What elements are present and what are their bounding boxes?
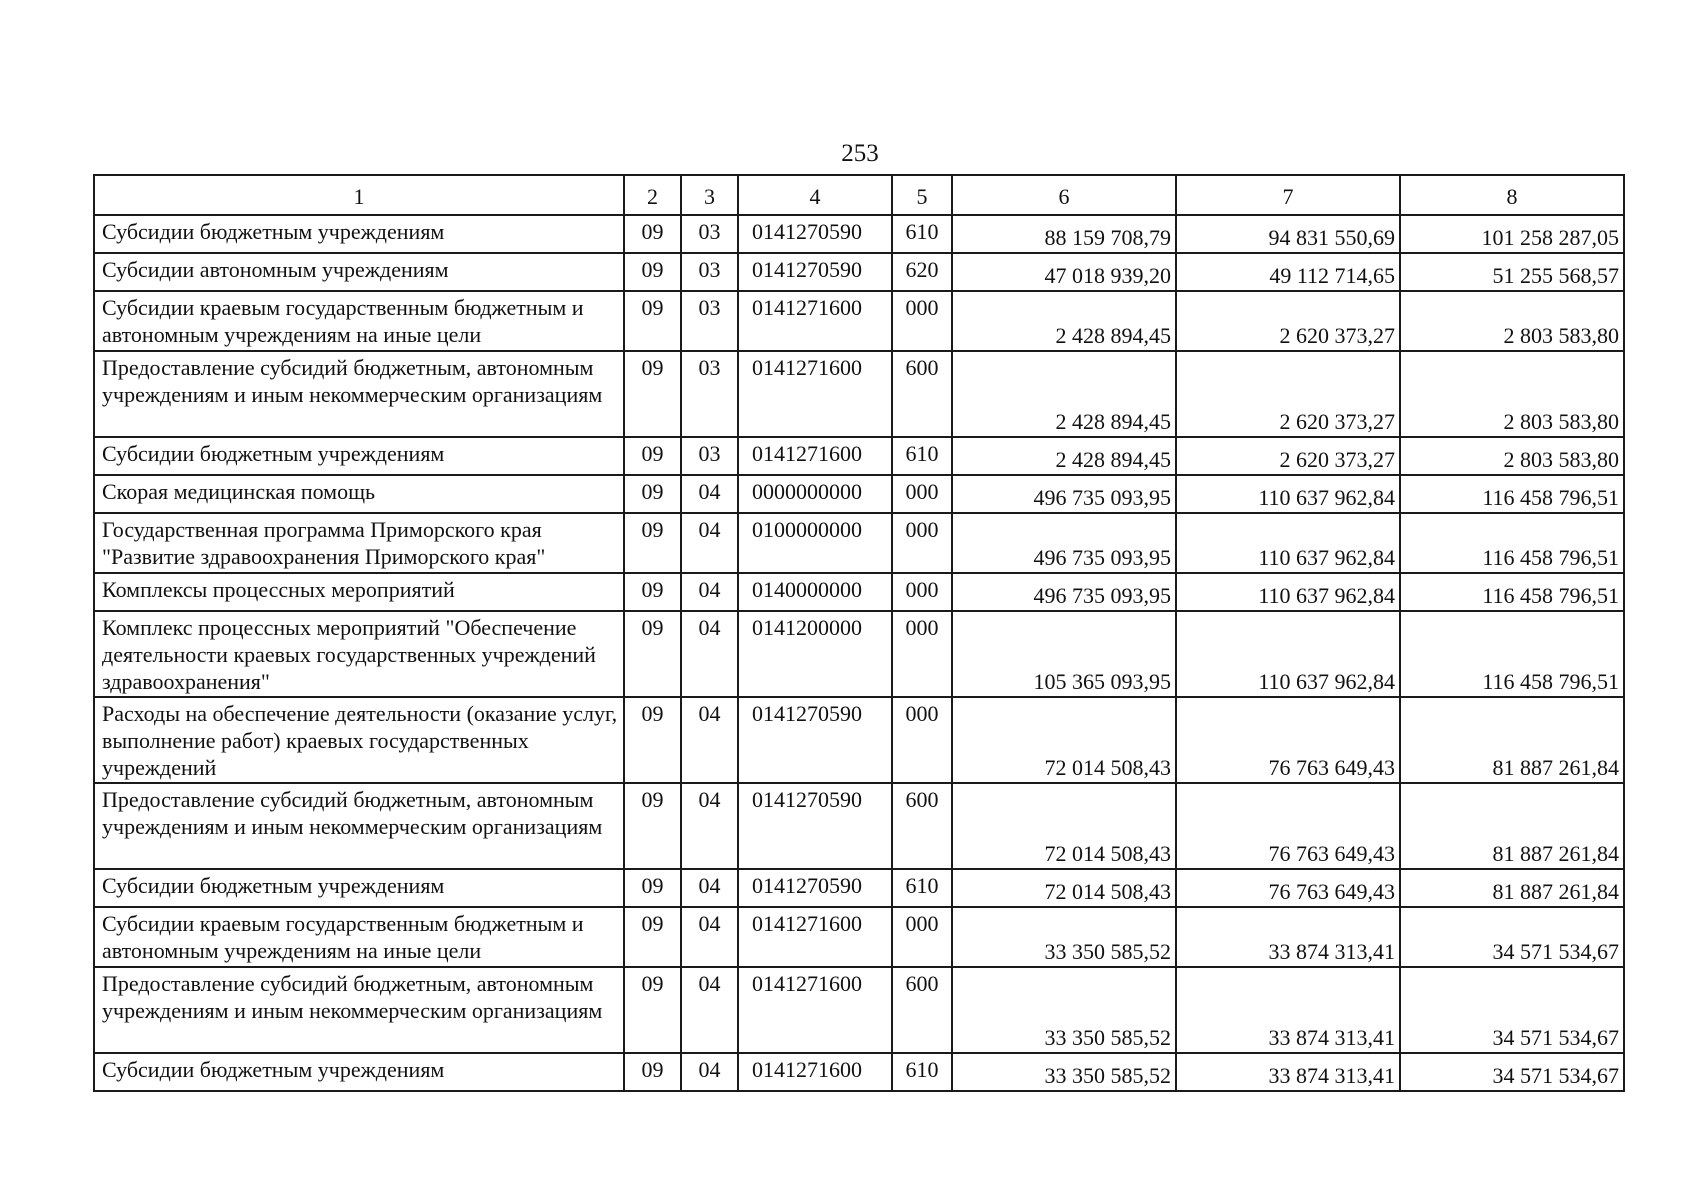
target-article-cell: 0141270590 bbox=[738, 215, 892, 253]
section-code-cell: 09 bbox=[624, 437, 681, 475]
section-code-cell: 09 bbox=[624, 573, 681, 611]
subsection-code-cell: 04 bbox=[681, 475, 738, 513]
amount-col-7-cell: 76 763 649,43 bbox=[1176, 697, 1400, 783]
expense-type-cell: 610 bbox=[892, 437, 952, 475]
subsection-code-cell: 03 bbox=[681, 437, 738, 475]
target-article-cell: 0141270590 bbox=[738, 869, 892, 907]
section-code-cell: 09 bbox=[624, 783, 681, 869]
amount-col-6-cell: 2 428 894,45 bbox=[952, 437, 1176, 475]
column-header: 3 bbox=[681, 175, 738, 215]
row-name-cell: Скорая медицинская помощь bbox=[94, 475, 624, 513]
row-name-cell: Предоставление субсидий бюджетным, автономным учреждениям и иным некоммерческим организациям bbox=[94, 351, 624, 437]
amount-col-8-cell: 81 887 261,84 bbox=[1400, 869, 1624, 907]
table-row bbox=[94, 291, 1624, 351]
table-row bbox=[94, 1053, 1624, 1091]
section-code-cell: 09 bbox=[624, 253, 681, 291]
target-article-cell: 0141271600 bbox=[738, 907, 892, 967]
subsection-code-cell: 03 bbox=[681, 253, 738, 291]
amount-col-8-cell: 51 255 568,57 bbox=[1400, 253, 1624, 291]
column-header: 5 bbox=[892, 175, 952, 215]
column-header: 8 bbox=[1400, 175, 1624, 215]
table-row bbox=[94, 513, 1624, 573]
row-name-cell: Субсидии краевым государственным бюджетным и автономным учреждениям на иные цели bbox=[94, 291, 624, 351]
amount-col-8-cell: 2 803 583,80 bbox=[1400, 351, 1624, 437]
amount-col-7-cell: 110 637 962,84 bbox=[1176, 475, 1400, 513]
section-code-cell: 09 bbox=[624, 215, 681, 253]
expense-type-cell: 000 bbox=[892, 907, 952, 967]
amount-col-6-cell: 33 350 585,52 bbox=[952, 1053, 1176, 1091]
row-name-cell: Государственная программа Приморского края "Развитие здравоохранения Приморского края" bbox=[94, 513, 624, 573]
table-row bbox=[94, 611, 1624, 697]
target-article-cell: 0100000000 bbox=[738, 513, 892, 573]
table-row bbox=[94, 215, 1624, 253]
amount-col-8-cell: 34 571 534,67 bbox=[1400, 907, 1624, 967]
subsection-code-cell: 04 bbox=[681, 1053, 738, 1091]
target-article-cell: 0141200000 bbox=[738, 611, 892, 697]
target-article-cell: 0141271600 bbox=[738, 291, 892, 351]
amount-col-7-cell: 110 637 962,84 bbox=[1176, 513, 1400, 573]
subsection-code-cell: 04 bbox=[681, 513, 738, 573]
table-row bbox=[94, 437, 1624, 475]
amount-col-8-cell: 116 458 796,51 bbox=[1400, 475, 1624, 513]
target-article-cell: 0141271600 bbox=[738, 1053, 892, 1091]
expense-type-cell: 600 bbox=[892, 351, 952, 437]
section-code-cell: 09 bbox=[624, 697, 681, 783]
amount-col-7-cell: 2 620 373,27 bbox=[1176, 351, 1400, 437]
target-article-cell: 0141271600 bbox=[738, 351, 892, 437]
subsection-code-cell: 04 bbox=[681, 907, 738, 967]
amount-col-6-cell: 72 014 508,43 bbox=[952, 869, 1176, 907]
target-article-cell: 0000000000 bbox=[738, 475, 892, 513]
target-article-cell: 0140000000 bbox=[738, 573, 892, 611]
target-article-cell: 0141270590 bbox=[738, 253, 892, 291]
row-name-cell: Комплекс процессных мероприятий "Обеспечение деятельности краевых государственных учреждений здравоохранения" bbox=[94, 611, 624, 697]
amount-col-8-cell: 34 571 534,67 bbox=[1400, 967, 1624, 1053]
row-name-cell: Комплексы процессных мероприятий bbox=[94, 573, 624, 611]
column-header: 6 bbox=[952, 175, 1176, 215]
budget-table bbox=[93, 174, 1625, 1092]
table-row bbox=[94, 907, 1624, 967]
amount-col-8-cell: 116 458 796,51 bbox=[1400, 513, 1624, 573]
section-code-cell: 09 bbox=[624, 967, 681, 1053]
target-article-cell: 0141270590 bbox=[738, 697, 892, 783]
amount-col-7-cell: 94 831 550,69 bbox=[1176, 215, 1400, 253]
amount-col-8-cell: 101 258 287,05 bbox=[1400, 215, 1624, 253]
column-header: 4 bbox=[738, 175, 892, 215]
row-name-cell: Предоставление субсидий бюджетным, автономным учреждениям и иным некоммерческим организациям bbox=[94, 967, 624, 1053]
target-article-cell: 0141270590 bbox=[738, 783, 892, 869]
table-header-row bbox=[94, 175, 1624, 215]
subsection-code-cell: 04 bbox=[681, 783, 738, 869]
subsection-code-cell: 04 bbox=[681, 967, 738, 1053]
expense-type-cell: 000 bbox=[892, 513, 952, 573]
expense-type-cell: 000 bbox=[892, 475, 952, 513]
column-header: 7 bbox=[1176, 175, 1400, 215]
amount-col-8-cell: 116 458 796,51 bbox=[1400, 573, 1624, 611]
section-code-cell: 09 bbox=[624, 611, 681, 697]
target-article-cell: 0141271600 bbox=[738, 437, 892, 475]
column-header: 2 bbox=[624, 175, 681, 215]
section-code-cell: 09 bbox=[624, 475, 681, 513]
amount-col-6-cell: 72 014 508,43 bbox=[952, 783, 1176, 869]
page-number: 253 bbox=[841, 140, 879, 167]
amount-col-7-cell: 33 874 313,41 bbox=[1176, 967, 1400, 1053]
section-code-cell: 09 bbox=[624, 351, 681, 437]
amount-col-8-cell: 34 571 534,67 bbox=[1400, 1053, 1624, 1091]
row-name-cell: Предоставление субсидий бюджетным, автономным учреждениям и иным некоммерческим организациям bbox=[94, 783, 624, 869]
row-name-cell: Субсидии бюджетным учреждениям bbox=[94, 1053, 624, 1091]
amount-col-6-cell: 2 428 894,45 bbox=[952, 291, 1176, 351]
amount-col-8-cell: 116 458 796,51 bbox=[1400, 611, 1624, 697]
amount-col-8-cell: 81 887 261,84 bbox=[1400, 697, 1624, 783]
amount-col-6-cell: 105 365 093,95 bbox=[952, 611, 1176, 697]
amount-col-6-cell: 33 350 585,52 bbox=[952, 967, 1176, 1053]
row-name-cell: Субсидии автономным учреждениям bbox=[94, 253, 624, 291]
row-name-cell: Субсидии бюджетным учреждениям bbox=[94, 437, 624, 475]
amount-col-6-cell: 88 159 708,79 bbox=[952, 215, 1176, 253]
subsection-code-cell: 03 bbox=[681, 291, 738, 351]
amount-col-8-cell: 2 803 583,80 bbox=[1400, 291, 1624, 351]
amount-col-8-cell: 81 887 261,84 bbox=[1400, 783, 1624, 869]
amount-col-6-cell: 47 018 939,20 bbox=[952, 253, 1176, 291]
amount-col-6-cell: 72 014 508,43 bbox=[952, 697, 1176, 783]
table-row bbox=[94, 351, 1624, 437]
amount-col-7-cell: 49 112 714,65 bbox=[1176, 253, 1400, 291]
target-article-cell: 0141271600 bbox=[738, 967, 892, 1053]
section-code-cell: 09 bbox=[624, 1053, 681, 1091]
section-code-cell: 09 bbox=[624, 291, 681, 351]
subsection-code-cell: 04 bbox=[681, 697, 738, 783]
amount-col-7-cell: 33 874 313,41 bbox=[1176, 907, 1400, 967]
expense-type-cell: 000 bbox=[892, 697, 952, 783]
amount-col-6-cell: 496 735 093,95 bbox=[952, 513, 1176, 573]
expense-type-cell: 610 bbox=[892, 869, 952, 907]
expense-type-cell: 600 bbox=[892, 967, 952, 1053]
subsection-code-cell: 04 bbox=[681, 573, 738, 611]
row-name-cell: Субсидии бюджетным учреждениям bbox=[94, 869, 624, 907]
table-row bbox=[94, 783, 1624, 869]
subsection-code-cell: 04 bbox=[681, 869, 738, 907]
column-header: 1 bbox=[94, 175, 624, 215]
amount-col-7-cell: 2 620 373,27 bbox=[1176, 437, 1400, 475]
amount-col-6-cell: 496 735 093,95 bbox=[952, 573, 1176, 611]
section-code-cell: 09 bbox=[624, 869, 681, 907]
table-row bbox=[94, 253, 1624, 291]
row-name-cell: Субсидии краевым государственным бюджетным и автономным учреждениям на иные цели bbox=[94, 907, 624, 967]
expense-type-cell: 000 bbox=[892, 611, 952, 697]
amount-col-8-cell: 2 803 583,80 bbox=[1400, 437, 1624, 475]
table-row bbox=[94, 573, 1624, 611]
table-row bbox=[94, 697, 1624, 783]
expense-type-cell: 610 bbox=[892, 1053, 952, 1091]
table-row bbox=[94, 475, 1624, 513]
expense-type-cell: 000 bbox=[892, 291, 952, 351]
expense-type-cell: 620 bbox=[892, 253, 952, 291]
amount-col-7-cell: 110 637 962,84 bbox=[1176, 611, 1400, 697]
amount-col-7-cell: 2 620 373,27 bbox=[1176, 291, 1400, 351]
amount-col-7-cell: 76 763 649,43 bbox=[1176, 869, 1400, 907]
table-row bbox=[94, 869, 1624, 907]
section-code-cell: 09 bbox=[624, 513, 681, 573]
expense-type-cell: 000 bbox=[892, 573, 952, 611]
subsection-code-cell: 03 bbox=[681, 215, 738, 253]
amount-col-7-cell: 33 874 313,41 bbox=[1176, 1053, 1400, 1091]
amount-col-7-cell: 110 637 962,84 bbox=[1176, 573, 1400, 611]
section-code-cell: 09 bbox=[624, 907, 681, 967]
subsection-code-cell: 04 bbox=[681, 611, 738, 697]
row-name-cell: Субсидии бюджетным учреждениям bbox=[94, 215, 624, 253]
expense-type-cell: 610 bbox=[892, 215, 952, 253]
amount-col-6-cell: 33 350 585,52 bbox=[952, 907, 1176, 967]
amount-col-6-cell: 496 735 093,95 bbox=[952, 475, 1176, 513]
row-name-cell: Расходы на обеспечение деятельности (оказание услуг, выполнение работ) краевых государственных учреждений bbox=[94, 697, 624, 783]
subsection-code-cell: 03 bbox=[681, 351, 738, 437]
table-row bbox=[94, 967, 1624, 1053]
expense-type-cell: 600 bbox=[892, 783, 952, 869]
amount-col-6-cell: 2 428 894,45 bbox=[952, 351, 1176, 437]
amount-col-7-cell: 76 763 649,43 bbox=[1176, 783, 1400, 869]
